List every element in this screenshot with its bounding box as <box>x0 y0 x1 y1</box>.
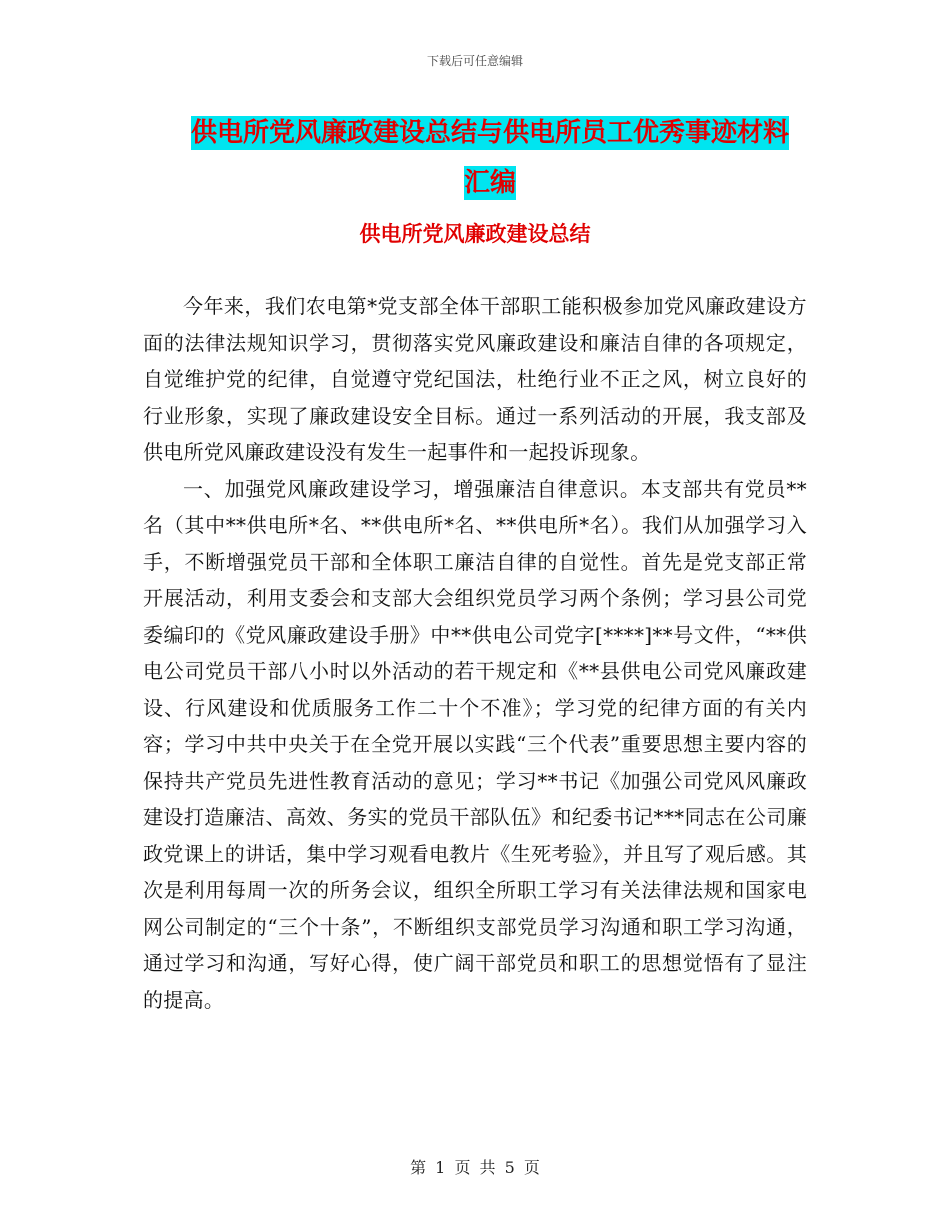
document-title-line2: 汇编 <box>463 168 516 198</box>
page-number: 第 1 页 共 5 页 <box>410 1158 540 1177</box>
paragraph-intro: 今年来，我们农电第*党支部全体干部职工能积极参加党风廉政建设方面的法律法规知识学习，贯彻落实党风廉政建设和廉洁自律的各项规定，自觉维护党的纪律，自觉遵守党纪国法，杜绝行业不正之风，树立良好的行业形象，实现了廉政建设安全目标。通过一系列活动的开展，我支部及供电所党风廉政建设没有发生一起事件和一起投诉现象。 <box>143 294 807 464</box>
document-body <box>143 288 807 1018</box>
section-title: 供电所党风廉政建设总结 <box>359 222 591 246</box>
document-title-line1: 供电所党风廉政建设总结与供电所员工优秀事迹材料 <box>190 118 789 148</box>
document-title <box>140 108 840 208</box>
paragraph-study: 一、加强党风廉政建设学习，增强廉洁自律意识。本支部共有党员**名（其中**供电所*名、**供电所*名、**供电所*名）。我们从加强学习入手，不断增强党员干部和全体职工廉洁自律的自觉性。首先是党支部正常开展活动，利用支委会和支部大会组织党员学习两个条例；学习县公司党委编印的《党风廉政建设手册》中**供电公司党字[****]**号文件，“**供电公司党员干部八小时以外活动的若干规定和《**县供电公司党风廉政建设、行风建设和优质服务工作二十个不准》；学习党的纪律方面的有关内容；学习中共中央关于在全党开展以实践“三个代表”重要思想主要内容的保持共产党员先进性教育活动的意见；学习**书记《加强公司党风风廉政建设打造廉洁、高效、务实的党员干部队伍》和纪委书记***同志在公司廉政党课上的讲话，集中学习观看电教片《生死考验》，并且写了观后感。其次是利用每周一次的所务会议，组织全所职工学习有关法律法规和国家电网公司制定的“三个十条”，不断组织支部党员学习沟通和职工学习沟通，通过学习和沟通，写好心得，使广阔干部党员和职工的思想觉悟有了显注的提高。 <box>143 476 807 1012</box>
header-note: 下载后可任意编辑 <box>426 54 523 68</box>
